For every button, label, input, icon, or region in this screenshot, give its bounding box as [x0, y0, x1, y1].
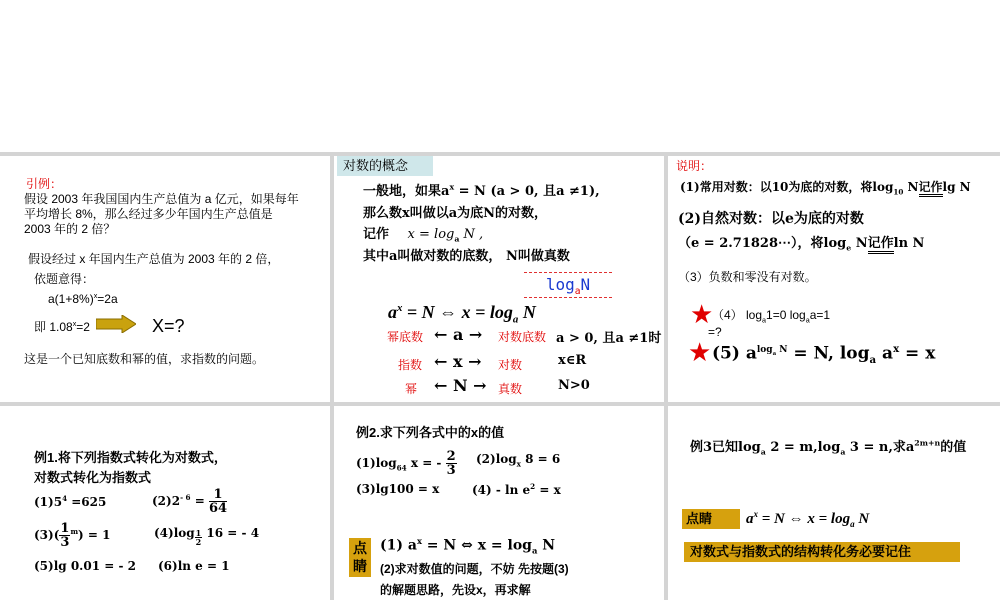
- note-4: （4） $\log_a1=0$ $\log_aa=1$: [712, 308, 831, 325]
- star-icon-note-5: ★: [688, 338, 712, 368]
- ex3-formula: $a^x = N$ ⇔ $x = \log_a N$: [746, 509, 870, 529]
- concept-line-4: 其中a叫做对数的底数， N叫做真数: [363, 249, 570, 264]
- ex2-tip-tag: 点睛: [349, 538, 371, 577]
- row1-left-label: 幂底数: [387, 330, 424, 344]
- intro-conclusion: 这是一个已知底数和幂的值，求指数的问题。: [24, 352, 265, 366]
- ex2-item-1: $(1)\log_{64}$ x = - $\frac{2}{3}$: [356, 449, 456, 478]
- row2-symbol: ← x →: [434, 352, 482, 371]
- top-divider: [0, 152, 1000, 156]
- middle-divider: [0, 402, 1000, 406]
- intro-basis: 依题意得：: [34, 272, 95, 286]
- ex1-item-5: (5)lg 0.01 = - 2: [34, 559, 136, 573]
- right-arrow-icon: [96, 315, 136, 333]
- row3-right-label: 真数: [498, 382, 523, 396]
- intro-assume: 假设经过 x 年国内生产总值为 2003 年的 2 倍，: [28, 252, 280, 266]
- star-icon-note-4: ★: [690, 300, 714, 330]
- ex3-note: 对数式与指数式的结构转化务必要记住: [684, 542, 960, 562]
- ex2-tip-2: (2)求对数值的问题，不妨 先按题(3): [380, 562, 569, 576]
- concept-line-1: 一般地，如果$a^x = N$ (a > 0, 且a ≠1),: [363, 182, 600, 199]
- ex1-item-2: $(2)2^{- 6}$ = $\frac{1}{64}$: [152, 487, 228, 516]
- ex1-item-3: (3)( $\frac{1}{3}$ $^m$) = 1: [34, 521, 111, 550]
- ex2-title: 例2.求下列各式中的x的值: [356, 425, 505, 440]
- intro-equation-2: 即 $1.08^x=2$: [34, 319, 90, 334]
- ex2-item-2: $(2)\log_x$ 8 = 6: [476, 452, 561, 469]
- note-5: (5) $a^{log_a N} = N$, $\log_a a^x = x$: [712, 343, 936, 367]
- ex1-item-1: $(1)5^4 =625$: [34, 494, 107, 509]
- row2-condition: x∈R: [558, 353, 587, 368]
- intro-equation-1: $a(1+8\%)^x=2a$: [48, 291, 118, 306]
- boxed-log-notation: $\log_aN$: [524, 272, 612, 298]
- row3-left-label: 幂: [405, 382, 418, 396]
- ex2-item-3: (3)lg100 = x: [356, 482, 440, 496]
- row3-condition: N>0: [558, 378, 590, 393]
- row1-right-label: 对数底数: [498, 330, 547, 344]
- concept-header: 对数的概念: [337, 156, 433, 176]
- ex1-title-2: 对数式转化为指数式: [34, 470, 152, 485]
- ex3-title: 例3已知$\log_a 2 = m,\log_a$ 3 = n,求$a^{2m+n}$的值: [690, 438, 967, 457]
- row2-left-label: 指数: [398, 358, 423, 372]
- intro-problem: 假设 2003 年我国国内生产总值为 a 亿元，如果每年平均增长 8%，那么经过多少年国内生产总值是 2003 年的 2 倍？: [24, 192, 299, 236]
- intro-answer: X=?: [152, 316, 185, 336]
- row3-symbol: ← N →: [434, 376, 487, 395]
- left-column-divider: [330, 152, 334, 600]
- row2-right-label: 对数: [498, 358, 523, 372]
- concept-equivalence: $a^x = N$ ⇔ $x = \log_a N$: [388, 302, 536, 326]
- concept-line-2: 那么数x叫做以a为底N的对数，: [363, 206, 548, 221]
- ex1-item-4: (4)log $\frac{1}{2}$ 16 = - 4: [154, 526, 260, 547]
- note-2b: （e = 2.71828⋯），将$\log_e N$记作ln N: [678, 236, 925, 253]
- intro-label: 引例：: [26, 177, 63, 191]
- ex2-item-4: $(4) - \ln e^2 = x$: [472, 482, 561, 497]
- row1-symbol: ← a →: [434, 325, 483, 344]
- notes-label: 说明：: [676, 159, 713, 173]
- note-4-question: =?: [708, 325, 722, 339]
- right-column-divider: [664, 152, 668, 600]
- row1-condition: a > 0, 且a ≠1时: [556, 331, 662, 346]
- ex3-tip-tag: 点睛: [682, 509, 740, 529]
- note-1: (1)常用对数：以10为底的对数，将$\log_{10} N$记作lg N: [680, 180, 971, 197]
- ex1-title-1: 例1.将下列指数式转化为对数式，: [34, 450, 227, 465]
- ex1-item-6: (6)ln e = 1: [158, 559, 230, 573]
- note-2: (2)自然对数：以e为底的对数: [678, 211, 864, 227]
- ex2-tip-1: (1) $a^x = N$ ⇔ $x = \log_a N$: [380, 536, 556, 556]
- concept-line-3: 记作 $x = \log_a N$ ,: [363, 227, 484, 244]
- ex2-tip-3: 的解题思路，先设x，再求解: [380, 583, 531, 597]
- note-3: （3）负数和零没有对数。: [678, 270, 817, 284]
